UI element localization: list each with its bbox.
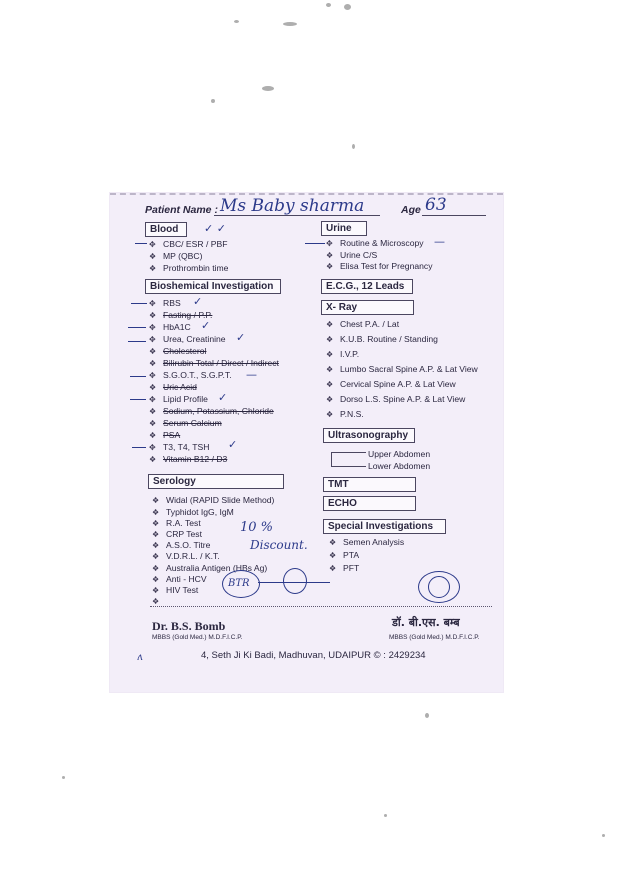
discount-percent: 10 % — [240, 520, 274, 535]
list-item: ❖ PSA — [149, 430, 181, 440]
patient-name-value: Ms Baby sharma — [220, 196, 365, 216]
scan-speck — [352, 144, 355, 149]
check-mark: ✓ — [193, 295, 203, 308]
list-item: ❖ Typhidot IgG, IgM — [152, 507, 234, 517]
list-item: ❖ MP (QBC) — [149, 251, 203, 261]
check-mark: ✓ — [218, 391, 228, 404]
margin-dash — [128, 341, 146, 342]
check-mark: ✓ — [201, 319, 211, 332]
list-item: ❖ R.A. Test — [152, 518, 201, 528]
scan-speck — [283, 22, 297, 26]
scan-speck — [262, 86, 274, 91]
serology-header: Serology — [148, 474, 284, 489]
special-header: Special Investigations — [323, 519, 446, 534]
margin-mark: ʌ — [137, 652, 143, 663]
list-item: ❖ Semen Analysis — [329, 537, 405, 547]
doctor-name-hindi: डॉ. बी.एस. बम्ब — [392, 616, 460, 629]
list-item: ❖ A.S.O. Titre — [152, 540, 211, 550]
scan-speck — [344, 4, 351, 10]
scan-speck — [425, 713, 429, 718]
margin-dash — [132, 447, 146, 448]
list-item: ✥ S.G.O.T., S.G.P.T. — [149, 370, 232, 380]
list-item: ✥ CBC/ ESR / PBF — [149, 239, 228, 249]
scan-speck — [384, 814, 387, 817]
list-item: ❖ PFT — [329, 563, 360, 573]
doctor-degree-hindi: MBBS (Gold Med.) M.D.F.I.C.P. — [389, 634, 480, 641]
list-item: ❖ Australia Antigen (HBs Ag) — [152, 563, 268, 573]
scan-speck — [602, 834, 605, 837]
list-item: ❖ Lumbo Sacral Spine A.P. & Lat View — [326, 364, 478, 374]
scan-speck — [326, 3, 331, 7]
ecg-header: E.C.G., 12 Leads — [321, 279, 413, 294]
scan-speck — [62, 776, 65, 779]
list-item: ❖ Widal (RAPID Slide Method) — [152, 495, 275, 505]
doctor-degree: MBBS (Gold Med.) M.D.F.I.C.P. — [152, 634, 243, 641]
discount-note: Discount. — [250, 538, 308, 552]
check-mark: — — [246, 368, 257, 381]
age-label: Age — [401, 204, 421, 216]
check-mark: — — [434, 235, 445, 248]
scan-speck — [234, 20, 239, 23]
usg-header: Ultrasonography — [323, 428, 415, 443]
age-value: 63 — [425, 195, 447, 215]
list-item: ❖ Bilirubin Total / Direct / Indirect — [149, 358, 279, 368]
list-item: ❖ Fasting / P.P. — [149, 310, 213, 320]
list-item: ❖ HIV Test — [152, 585, 199, 595]
list-item: ❖ Dorso L.S. Spine A.P. & Lat View — [326, 394, 466, 404]
list-item: ❖ PTA — [329, 550, 360, 560]
margin-dash — [131, 303, 147, 304]
list-item: ❖ Cervical Spine A.P. & Lat View — [326, 379, 456, 389]
list-item: ❖ I.V.P. — [326, 349, 360, 359]
list-item: ✥ Urea, Creatinine — [149, 334, 226, 344]
list-item: ❖ CRP Test — [152, 529, 202, 539]
signature-stroke — [258, 582, 330, 583]
list-item: ❖ Cholesterol — [149, 346, 207, 356]
patient-name-label: Patient Name : — [145, 204, 218, 216]
list-item: ✥ Routine & Microscopy — [326, 238, 424, 248]
check-mark: ✓ — [236, 331, 246, 344]
xray-header: X- Ray — [321, 300, 414, 315]
list-item: ❖ Chest P.A. / Lat — [326, 319, 400, 329]
scan-speck — [211, 99, 215, 103]
list-item: ❖ P.N.S. — [326, 409, 364, 419]
urine-header: Urine — [321, 221, 367, 236]
list-item: ❖ Sodium, Potassium, Chloride — [149, 406, 274, 416]
check-mark: ✓ ✓ — [204, 222, 226, 235]
signature-scribble — [283, 568, 307, 594]
list-item: ❖ Elisa Test for Pregnancy — [326, 261, 433, 271]
list-item: ❖ Vitamin B12 / D3 — [149, 454, 228, 464]
list-item: Upper Abdomen — [368, 449, 431, 459]
check-mark: ✓ — [228, 438, 238, 451]
biochem-header: Bioshemical Investigation — [145, 279, 281, 294]
clinic-address: 4, Seth Ji Ki Badi, Madhuvan, UDAIPUR © : 2429234 — [201, 650, 426, 661]
list-item: ✥ Lipid Profile — [149, 394, 208, 404]
margin-dash — [128, 327, 146, 328]
tmt-header: TMT — [323, 477, 416, 492]
list-item: ❖ Anti - HCV — [152, 574, 207, 584]
footer-divider — [150, 606, 492, 607]
list-item: ❖ Serum Calcium — [149, 418, 222, 428]
list-item: ✥ HbA1C — [149, 322, 191, 332]
margin-dash — [305, 243, 325, 244]
list-item: ❖ — [152, 597, 160, 606]
list-item: ❖ V.D.R.L. / K.T. — [152, 551, 220, 561]
list-item: ❖ Prothrombin time — [149, 263, 229, 273]
list-item: ❖ Urine C/S — [326, 250, 378, 260]
margin-dash — [130, 399, 146, 400]
list-item: ✥ T3, T4, TSH — [149, 442, 210, 452]
btr-note: BTR — [228, 578, 250, 589]
list-item: ❖ Uric Acid — [149, 382, 197, 392]
margin-dash — [135, 243, 147, 244]
list-item: Lower Abdomen — [368, 461, 431, 471]
list-item: ❖ K.U.B. Routine / Standing — [326, 334, 438, 344]
age-underline — [422, 215, 486, 216]
usg-bracket — [331, 452, 366, 467]
list-item: ✥ RBS — [149, 298, 181, 308]
echo-header: ECHO — [323, 496, 416, 511]
doctor-signature — [428, 576, 450, 598]
margin-dash — [130, 376, 146, 377]
blood-header: Blood — [145, 222, 187, 237]
doctor-name: Dr. B.S. Bomb — [152, 619, 226, 633]
patient-name-underline — [214, 215, 380, 216]
